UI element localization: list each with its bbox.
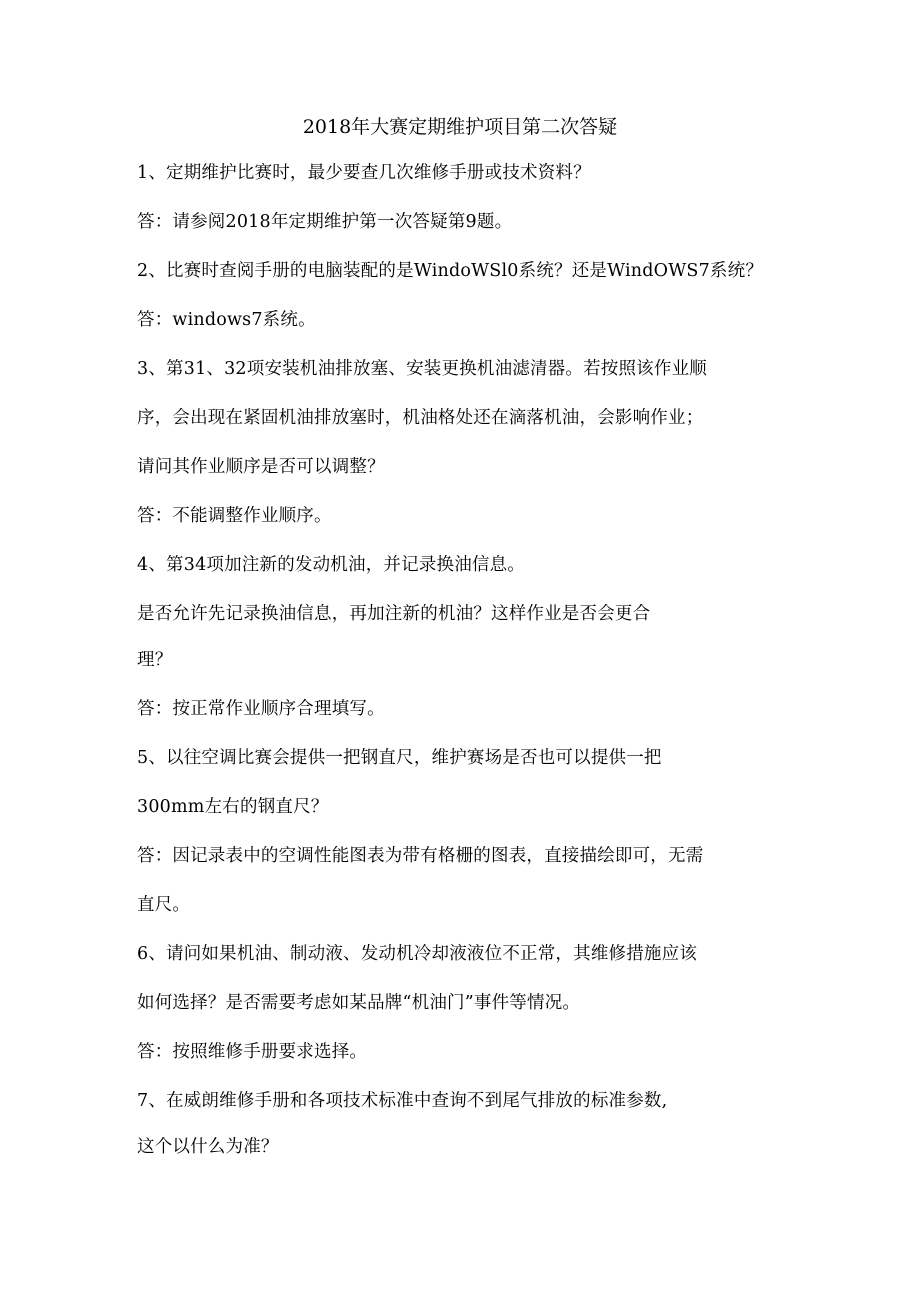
question-3-line-2: 序，会出现在紧固机油排放塞时，机油格处还在滴落机油，会影响作业； <box>137 408 704 428</box>
question-6-line-2: 如何选择？是否需要考虑如某品牌“机油门”事件等情况。 <box>137 993 581 1013</box>
question-5-line-1: 5、以往空调比赛会提供一把钢直尺，维护赛场是否也可以提供一把 <box>137 748 662 768</box>
question-1-line-1: 1、定期维护比赛时，最少要查几次维修手册或技术资料？ <box>137 163 591 183</box>
question-3-line-3: 请问其作业顺序是否可以调整？ <box>137 457 385 477</box>
answer-1-line-1: 答：请参阅2018年定期维护第一次答疑第9题。 <box>137 212 513 232</box>
answer-3-line-1: 答：不能调整作业顺序。 <box>137 506 332 526</box>
question-4-line-2: 是否允许先记录换油信息，再加注新的机油？这样作业是否会更合 <box>137 604 651 624</box>
question-5-line-2: 300mm左右的钢直尺？ <box>137 797 329 817</box>
question-7-line-2: 这个以什么为准？ <box>137 1137 279 1157</box>
document-title: 2018年大赛定期维护项目第二次答疑 <box>302 116 618 138</box>
answer-5-line-2: 直尺。 <box>137 895 191 915</box>
question-2-line-1: 2、比赛时查阅手册的电脑装配的是WindoWSl0系统？还是WindOWS7系统？ <box>137 261 764 281</box>
question-6-line-1: 6、请问如果机油、制动液、发动机冷却液液位不正常，其维修措施应该 <box>137 944 698 964</box>
question-7-line-1: 7、在威朗维修手册和各项技术标准中查询不到尾气排放的标准参数, <box>137 1091 668 1111</box>
answer-5-line-1: 答：因记录表中的空调性能图表为带有格栅的图表，直接描绘即可，无需 <box>137 846 704 866</box>
question-4-line-3: 理？ <box>137 650 173 670</box>
answer-2-line-1: 答：windows7系统。 <box>137 310 316 330</box>
question-3-line-1: 3、第31、32项安装机油排放塞、安装更换机油滤清器。若按照该作业顺 <box>137 359 707 379</box>
question-4-line-1: 4、第34项加注新的发动机油，并记录换油信息。 <box>137 555 526 575</box>
answer-4-line-1: 答：按正常作业顺序合理填写。 <box>137 699 385 719</box>
answer-6-line-1: 答：按照维修手册要求选择。 <box>137 1042 368 1062</box>
